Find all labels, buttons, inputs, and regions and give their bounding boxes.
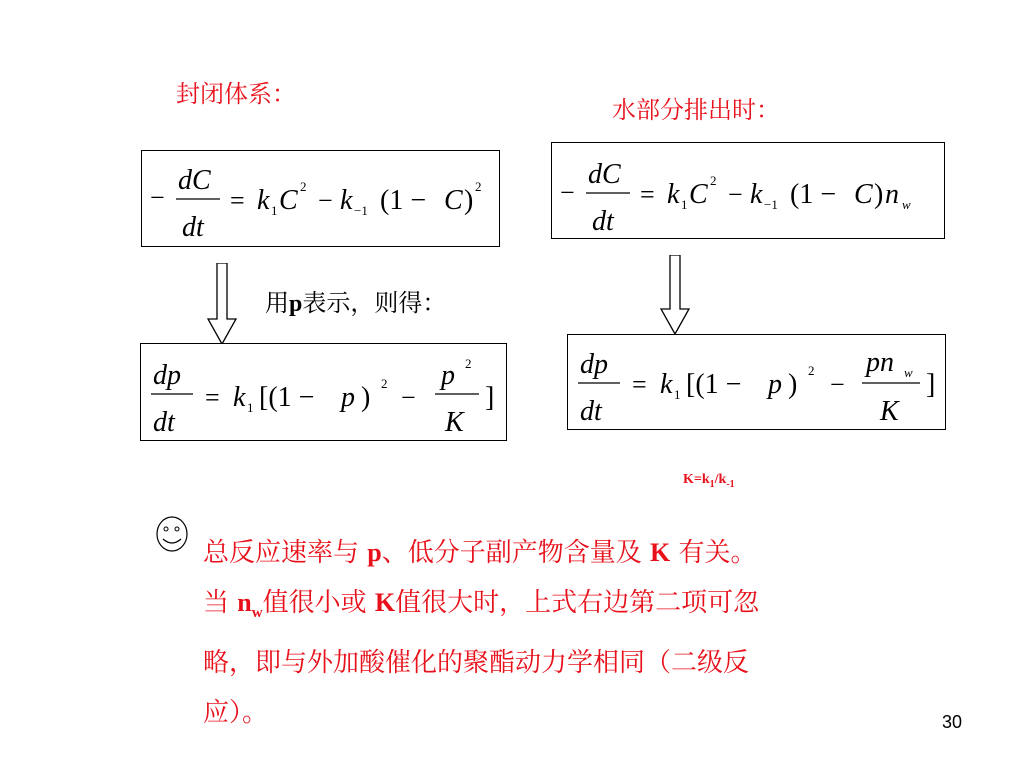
eq-denominator: dt (153, 407, 175, 438)
equation-box-water-conversion (567, 334, 946, 430)
eq-denominator: dt (182, 212, 204, 243)
down-arrow-icon (207, 263, 237, 345)
eq-k-sub-2: −1 (764, 197, 778, 212)
paragraph-line-1 (203, 528, 943, 578)
eq-minus-2: − (728, 180, 743, 209)
eq-minus: − (150, 183, 165, 212)
note-k: K=k (683, 472, 710, 487)
eq-close-paren: ) (464, 185, 474, 216)
eq-C-2: C (854, 179, 873, 210)
transition-variable: p (289, 291, 303, 317)
eq-C-sup: 2 (710, 173, 717, 188)
equation-box-closed-rate (141, 150, 500, 247)
text-run: 总反应速率与 (203, 538, 368, 568)
paragraph-line-3: 略，即与外加酸催化的聚酯动力学相同（二级反 (203, 648, 750, 679)
eq-one-minus: (1 − (790, 179, 837, 210)
eq-close-bracket: ] (926, 369, 936, 400)
variable-w-subscript: w (251, 605, 263, 622)
eq-C: C (689, 179, 708, 210)
eq-paren-sup: 2 (381, 376, 388, 391)
eq-numerator: dp (580, 349, 608, 380)
eq-k: k (660, 369, 673, 400)
eq-equals: = (205, 383, 220, 412)
variable-K: K (650, 538, 671, 567)
eq-p: p (768, 369, 782, 400)
eq-equals: = (640, 180, 655, 209)
eq-equals: = (230, 186, 245, 215)
down-arrow-icon (660, 255, 690, 335)
eq-open-bracket: [(1 − (686, 369, 742, 400)
equation-closed-conversion (141, 344, 508, 442)
eq-k-sub: 1 (681, 197, 688, 212)
eq-frac-den-K: K (445, 407, 464, 438)
eq-minus: − (830, 370, 845, 399)
note-sub-1: 1 (709, 478, 715, 490)
eq-close-paren: ) (874, 179, 884, 210)
eq-k: k (667, 179, 680, 210)
eq-k-sub-2: −1 (354, 203, 368, 218)
eq-frac-num-pn: pn (866, 347, 894, 378)
text-run: 有关。 (670, 538, 757, 568)
eq-minus: − (560, 178, 575, 207)
eq-p: p (341, 382, 355, 413)
eq-minus: − (401, 383, 416, 412)
equilibrium-constant-note (683, 472, 735, 490)
eq-frac-num-sub: w (904, 365, 913, 380)
equation-water-conversion (568, 335, 947, 431)
eq-k: k (257, 185, 270, 216)
transition-suffix: 表示，则得： (302, 289, 447, 317)
eq-C-sup: 2 (300, 179, 307, 194)
eq-one-minus: (1 − (380, 185, 427, 216)
variable-K: K (374, 588, 396, 617)
eq-n: n (885, 179, 899, 210)
eq-numerator: dC (178, 165, 211, 196)
page-number: 30 (942, 712, 963, 732)
eq-k-2: k (340, 185, 353, 216)
eq-n-sub: w (902, 197, 911, 212)
variable-n: n (237, 588, 252, 617)
eq-k-sub: 1 (247, 400, 254, 415)
heading-water-removal: 水部分排出时： (612, 96, 780, 124)
eq-denominator: dt (592, 206, 614, 237)
eq-paren-sup: 2 (475, 179, 482, 194)
eq-k-sub: 1 (271, 203, 278, 218)
smiley-face-icon (154, 514, 190, 554)
variable-p: p (367, 538, 382, 567)
eq-frac-num-sup: 2 (465, 356, 472, 371)
eq-k-2: k (750, 179, 763, 210)
eq-minus-2: − (318, 186, 333, 215)
eq-k-sub: 1 (674, 387, 681, 402)
transition-prefix: 用 (265, 289, 289, 317)
eq-C: C (279, 185, 298, 216)
equation-box-water-rate (551, 142, 945, 239)
equation-water-rate (552, 143, 946, 240)
text-run: 、低分子副产物含量及 (381, 538, 650, 568)
equation-box-closed-conversion (140, 343, 507, 441)
text-run: 当 (203, 588, 238, 618)
transition-text (265, 283, 446, 318)
eq-paren-sup: 2 (808, 363, 815, 378)
eq-k: k (233, 382, 246, 413)
text-run: 值很小或 (262, 588, 375, 618)
eq-numerator: dp (153, 360, 181, 391)
equation-closed-rate (142, 151, 501, 248)
eq-C-2: C (444, 185, 463, 216)
conclusion-paragraph (203, 528, 943, 738)
eq-denominator: dt (580, 396, 602, 427)
paragraph-line-2 (203, 578, 943, 638)
text-run: 值很大时，上式右边第二项可忽 (395, 588, 760, 618)
note-slash: /k (714, 472, 727, 487)
eq-frac-num-p: p (441, 360, 455, 391)
eq-equals: = (632, 370, 647, 399)
paragraph-line-4: 应）。 (203, 698, 269, 729)
eq-frac-den-K: K (880, 396, 899, 427)
note-sub-2: -1 (726, 478, 735, 490)
eq-open-bracket: [(1 − (259, 382, 315, 413)
heading-closed-system: 封闭体系： (176, 80, 296, 108)
eq-numerator: dC (588, 159, 621, 190)
eq-close-paren: ) (361, 382, 371, 413)
eq-close-paren: ) (788, 369, 798, 400)
eq-close-bracket: ] (485, 382, 495, 413)
